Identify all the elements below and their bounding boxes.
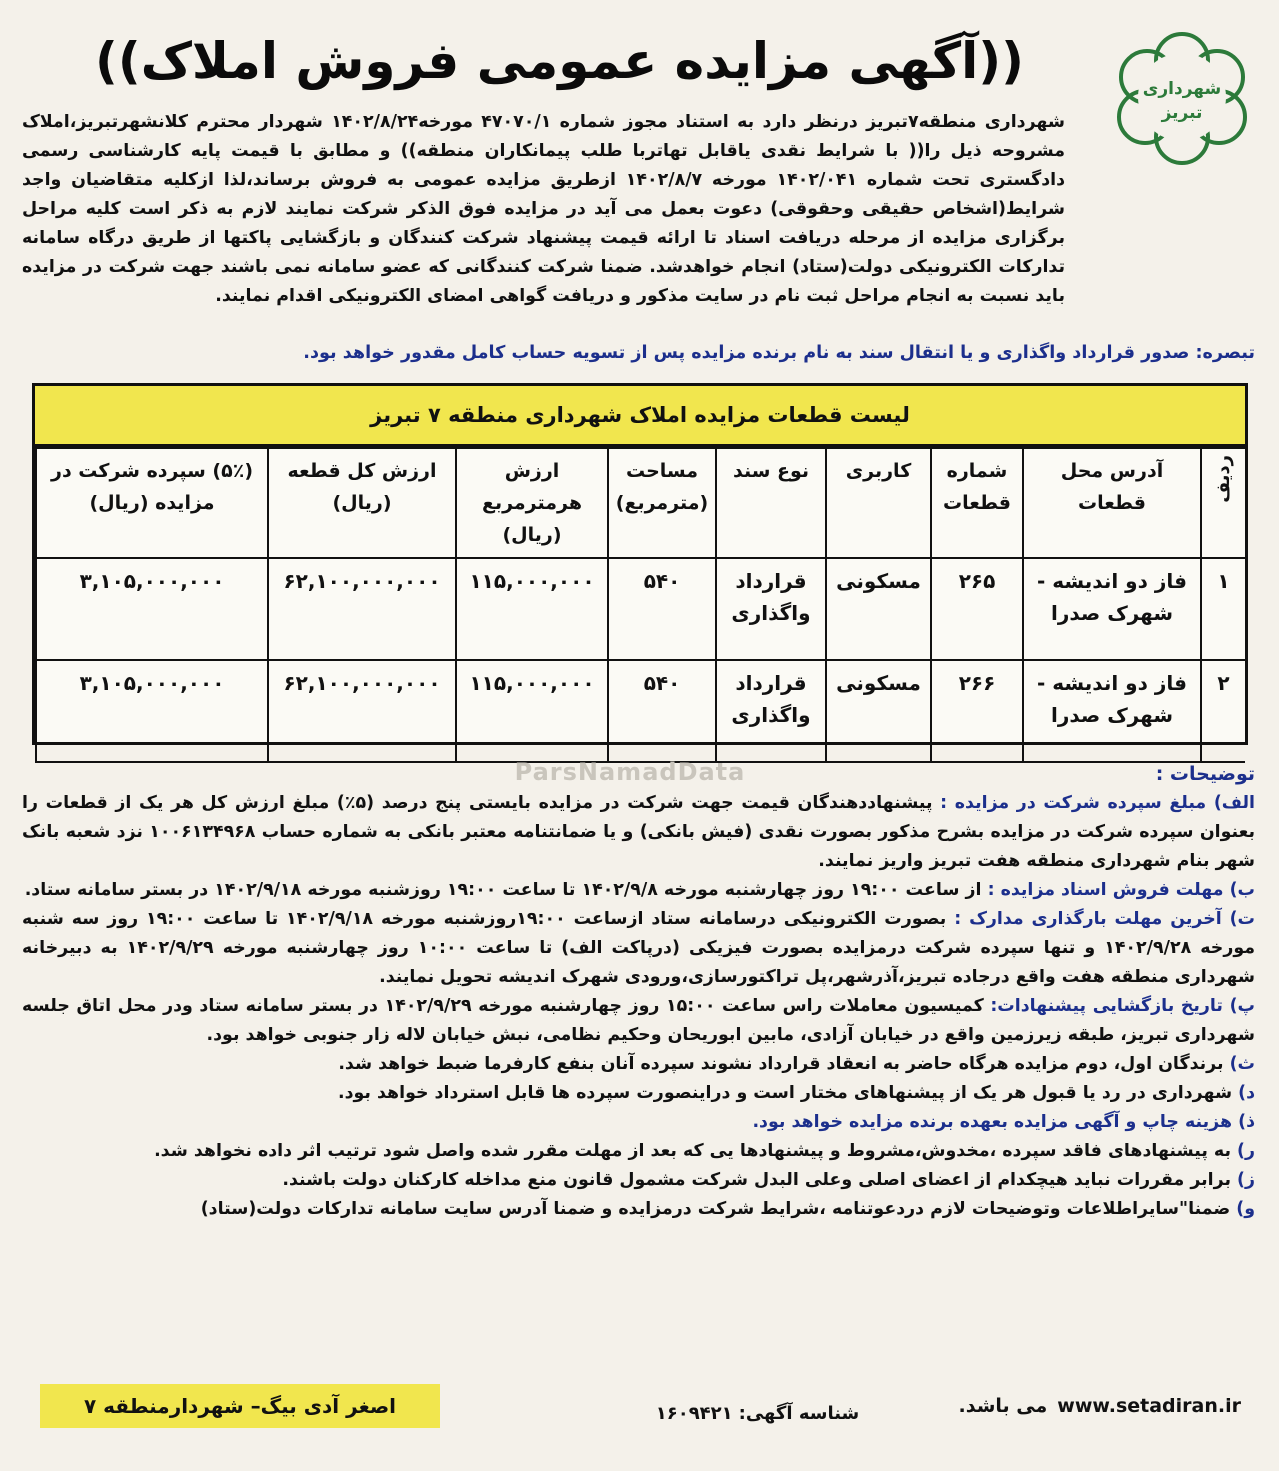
cell-area: ۵۴۰ bbox=[608, 660, 716, 762]
cell-parcel-no: ۲۶۵ bbox=[931, 558, 1023, 660]
explanation-item: ت) آخرین مهلت بارگذاری مدارک : بصورت الکترونیکی درسامانه ستاد ازساعت ۱۹:۰۰روزشنبه مورخه ۱۴۰۲/۹/۱۸ تا ساعت ۱۹:۰۰ روز سه شنبه مورخه ۱۴۰۲/۹/۲۸ و تنها سپرده شرکت درمزایده بصورت فیزیکی (درپاکت الف) تا ساعت ۱۰:۰۰ روز چهارشنبه مورخه ۱۴۰۲/۹/۲۹ به دبیرخانه شهرداری منطقه هفت واقع درجاده تبریز،آذرشهر،پل تراکتورسازی،ورودی شهرک اندیشه تحویل نمایند. bbox=[22, 909, 1256, 987]
cell-parcel-no: ۲۶۶ bbox=[931, 660, 1023, 762]
explanation-item: ذ) هزینه چاپ و آگهی مزایده بعهده برنده مزایده خواهد بود. bbox=[752, 1112, 1255, 1132]
header-use: کاربری bbox=[826, 448, 931, 558]
ad-id-value: ۱۶۰۹۴۲۱ bbox=[655, 1402, 733, 1424]
table-row bbox=[36, 660, 1245, 762]
cell-price-per-m2: ۱۱۵,۰۰۰,۰۰۰ bbox=[456, 558, 608, 660]
signature-box: اصغر آدی بیگ– شهردارمنطقه ۷ bbox=[40, 1384, 440, 1428]
parcels-grid bbox=[35, 447, 1245, 763]
ad-id bbox=[645, 1396, 870, 1430]
explanations-section bbox=[22, 760, 1255, 1224]
explanation-item: الف) مبلغ سپرده شرکت در مزایده : پیشنهاددهندگان قیمت جهت شرکت در مزایده بایستی پنج درصد (۵٪) مبلغ ارزش کل هر یک از قطعات را بعنوان سپرده شرکت در مزایده بشرح مذکور بصورت نقدی (فیش بانکی) و یا ضمانتنامه معتبر بانکی به شماره حساب ۱۰۰۶۱۳۴۹۶۸ نزد شعبه بانک شهر بنام شهرداری منطقه هفت تبریز واریز نمایند. bbox=[22, 793, 1255, 871]
cell-address: فاز دو اندیشه - شهرک صدرا bbox=[1023, 558, 1201, 660]
svg-text:شهرداری: شهرداری bbox=[1142, 79, 1222, 99]
header-price-per-m2: ارزش هرمترمربع (ریال) bbox=[456, 448, 608, 558]
cell-total-value: ۶۲,۱۰۰,۰۰۰,۰۰۰ bbox=[268, 660, 456, 762]
header-address: آدرس محل قطعات bbox=[1023, 448, 1201, 558]
explanation-item: پ) تاریخ بازگشایی پیشنهادات: کمیسیون معاملات راس ساعت ۱۵:۰۰ روز چهارشنبه مورخه ۱۴۰۲/۹/۲۹ در بستر سامانه ستاد ودر محل اتاق جلسه شهرداری تبریز، طبقه زیرزمین واقع در خیابان آزادی، مابین ابوریحان وحکیم نظامی، نبش خیابان لاله زار جنوبی خواهد بود. bbox=[22, 996, 1255, 1045]
cell-address: فاز دو اندیشه - شهرک صدرا bbox=[1023, 660, 1201, 762]
notice-title: ((آگهی مزایده عمومی فروش املاک)) bbox=[95, 32, 1024, 90]
cell-radif: ۲ bbox=[1201, 660, 1245, 762]
watermark: ParsNamadData bbox=[514, 758, 746, 786]
explanation-item: ب) مهلت فروش اسناد مزایده : از ساعت ۱۹:۰۰ روز چهارشنبه مورخه ۱۴۰۲/۹/۸ تا ساعت ۱۹:۰۰ روزشنبه مورخه ۱۴۰۲/۹/۱۸ در بستر سامانه ستاد. bbox=[24, 880, 1255, 900]
intro-paragraph: شهرداری منطقه۷تبریز درنظر دارد به استناد مجوز شماره ۴۷۰۷۰/۱ مورخه۱۴۰۲/۸/۲۴ شهردار محترم کلانشهرتبریز،املاک مشروحه ذیل را(( با شرایط نقدی یاقابل تهاتربا طلب پیمانکاران منطقه)) و مطابق با قیمت پایه کارشناسی رسمی دادگستری تحت شماره ۱۴۰۲/۰۴۱ مورخه ۱۴۰۲/۸/۷ ازطریق مزایده عمومی به فروش برساند،لذا ازکلیه متقاضیان واجد شرایط(اشخاص حقیقی وحقوقی) دعوت بعمل می آید در مزایده فوق الذکر شرکت نمایند لازم به ذکر است کلیه مراحل برگزاری مزایده از مرحله دریافت اسناد تا ارائه قیمت پیشنهاد شرکت کنندگان و بازگشایی پاکتها از طریق درگاه سامانه تدارکات الکترونیکی دولت(ستاد) انجام خواهدشد. ضمنا شرکت کنندگانی که عضو سامانه نمی باشند جهت شرکت در مزایده باید نسبت به انجام مراحل ثبت نام در سایت مذکور و دریافت گواهی امضای الکترونیکی اقدام نمایند. bbox=[22, 112, 1066, 306]
parcels-table bbox=[32, 383, 1248, 745]
cell-deposit: ۳,۱۰۵,۰۰۰,۰۰۰ bbox=[36, 558, 268, 660]
svg-text:تبریز: تبریز bbox=[1161, 103, 1203, 123]
cell-doc-type: قرارداد واگذاری bbox=[716, 558, 826, 660]
table-caption: لیست قطعات مزایده املاک شهرداری منطقه ۷ تبریز bbox=[35, 386, 1245, 447]
explanation-item: ث) برندگان اول، دوم مزایده هرگاه حاضر به انعقاد قرارداد نشوند سپرده آنان بنفع کارفرما ضبط خواهد شد. bbox=[338, 1054, 1255, 1074]
explanation-item: د) شهرداری در رد یا قبول هر یک از پیشنهاهای مختار است و دراینصورت سپرده ها قابل استرداد خواهد بود. bbox=[337, 1083, 1255, 1103]
explanation-item: ر) به پیشنهادهای فاقد سپرده ،مخدوش،مشروط و پیشنهادها یی که بعد از مهلت مقرر شده واصل شود ترتیب اثر داده نخواهد شد. bbox=[154, 1141, 1255, 1161]
header-area: مساحت (مترمربع) bbox=[608, 448, 716, 558]
header-total-value: ارزش کل قطعه (ریال) bbox=[268, 448, 456, 558]
intro-section bbox=[22, 108, 1255, 311]
cell-use: مسکونی bbox=[826, 558, 931, 660]
explanation-item: ز) برابر مقررات نباید هیچکدام از اعضای اصلی وعلی البدل شرکت مشمول قانون منع مداخله کارکنان دولت باشند. bbox=[282, 1170, 1255, 1190]
explanation-item: و) ضمنا"سایراطلاعات وتوضیحات لازم دردعوتنامه ،شرایط شرکت درمزایده و ضمنا آدرس سایت سامانه تدارکات دولت(ستاد) bbox=[200, 1199, 1255, 1219]
cell-doc-type: قرارداد واگذاری bbox=[716, 660, 826, 762]
footer-url-line bbox=[919, 1384, 1249, 1428]
cell-radif: ۱ bbox=[1201, 558, 1245, 660]
ad-id-label: شناسه آگهی: bbox=[738, 1402, 860, 1424]
header-deposit: (۵٪) سپرده شرکت در مزایده (ریال) bbox=[36, 448, 268, 558]
header-parcel-no: شماره قطعات bbox=[931, 448, 1023, 558]
table-row bbox=[36, 558, 1245, 660]
cell-price-per-m2: ۱۱۵,۰۰۰,۰۰۰ bbox=[456, 660, 608, 762]
setad-url-link[interactable]: www.setadiran.ir bbox=[1057, 1395, 1241, 1417]
cell-area: ۵۴۰ bbox=[608, 558, 716, 660]
table-header-row bbox=[36, 448, 1245, 558]
header-radif: ردیف bbox=[1201, 448, 1245, 558]
cell-deposit: ۳,۱۰۵,۰۰۰,۰۰۰ bbox=[36, 660, 268, 762]
note-line: تبصره: صدور قرارداد واگذاری و یا انتقال سند به نام برنده مزایده پس از تسویه حساب کامل مقدور خواهد بود. bbox=[303, 343, 1255, 363]
cell-total-value: ۶۲,۱۰۰,۰۰۰,۰۰۰ bbox=[268, 558, 456, 660]
explanations-heading: توضیحات : bbox=[1155, 763, 1255, 785]
url-suffix: می باشد. bbox=[958, 1395, 1048, 1417]
cell-use: مسکونی bbox=[826, 660, 931, 762]
header-doc-type: نوع سند bbox=[716, 448, 826, 558]
